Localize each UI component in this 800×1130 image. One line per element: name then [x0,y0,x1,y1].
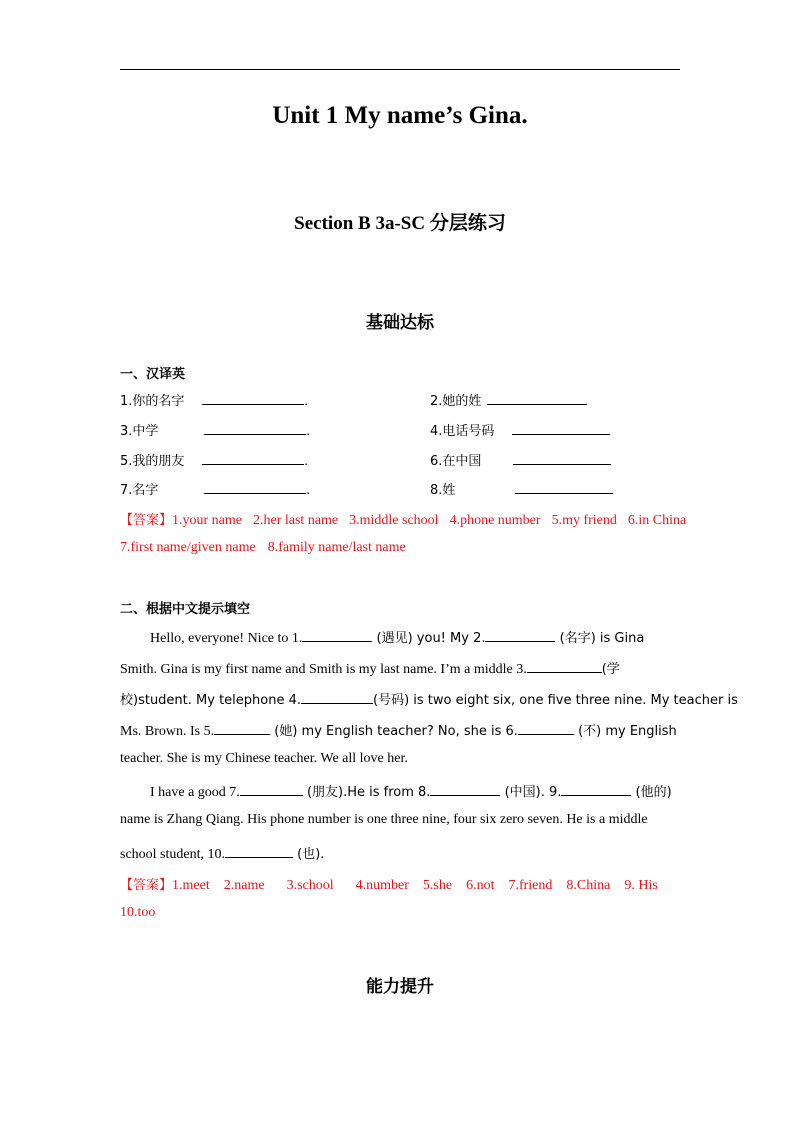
translate-item-4: 4.电话号码 [430,420,610,440]
blank-7[interactable] [240,783,303,796]
blank-9[interactable] [561,783,631,796]
header-rule [120,69,680,70]
section2-answers-line2: 10.too [120,905,156,920]
blank-5[interactable] [214,722,270,735]
blank-10[interactable] [225,845,293,858]
section2-heading: 二、根据中文提示填空 [120,602,251,617]
section1-answers-line1: 【答案】1.your name 2.her last name 3.middle school 4.phone number 5.my friend 6.in China [120,513,687,528]
level-heading-advanced: 能力提升 [366,977,434,997]
answer-blank[interactable] [512,422,610,435]
passage1-line2: Smith. Gina is my first name and Smith is my last name. I’m a middle 3. (学 [120,662,620,677]
answer-blank[interactable] [513,452,611,465]
answer-blank[interactable] [515,481,613,494]
translate-item-7: 7.名字 . [120,483,310,498]
answer-label: 【答案】 [120,878,173,893]
translate-item-2: 2.她的姓 [430,390,587,410]
passage1-line5: teacher. She is my Chinese teacher. We all love her. [120,751,408,766]
passage2-line3: school student, 10. (也). [120,847,325,862]
answer-blank[interactable] [204,422,306,435]
section1-heading: 一、汉译英 [120,367,186,382]
answer-blank[interactable] [202,392,304,405]
translate-item-1: 1.你的名字 . [120,394,308,409]
translate-item-8: 8.姓 [430,479,613,499]
passage2-line1: I have a good 7. (朋友).He is from 8. (中国). 9. (他的) [150,785,672,800]
passage2-line2: name is Zhang Qiang. His phone number is one three nine, four six zero seven. He is a middle [120,812,648,827]
section2-answers-line1: 【答案】1.meet 2.name 3.school 4.number 5.she 6.not 7.friend 8.China 9. His [120,878,658,893]
section-subtitle: Section B 3a-SC 分层练习 [294,213,506,234]
answer-blank[interactable] [202,452,304,465]
blank-2[interactable] [485,629,555,642]
passage1-line3: 校)student. My telephone 4. (号码) is two eight six, one five three nine. My teacher is [120,693,738,708]
answer-blank[interactable] [487,392,587,405]
answer-blank[interactable] [204,481,306,494]
passage1-line4: Ms. Brown. Is 5. (她) my English teacher? No, she is 6. (不) my English [120,724,677,739]
translate-item-3: 3.中学 . [120,424,310,439]
blank-3[interactable] [527,660,602,673]
passage1-line1: Hello, everyone! Nice to 1. (遇见) you! My 2. (名字) is Gina [150,631,645,646]
blank-4[interactable] [301,691,373,704]
translate-item-5: 5.我的朋友 . [120,454,308,469]
level-heading-basic: 基础达标 [366,313,434,333]
blank-8[interactable] [430,783,500,796]
translate-item-6: 6.在中国 [430,450,611,470]
unit-title: Unit 1 My name’s Gina. [272,102,528,129]
answer-label: 【答案】 [120,513,173,528]
section1-answers-line2: 7.first name/given name 8.family name/last name [120,540,406,555]
blank-1[interactable] [302,629,372,642]
blank-6[interactable] [518,722,574,735]
